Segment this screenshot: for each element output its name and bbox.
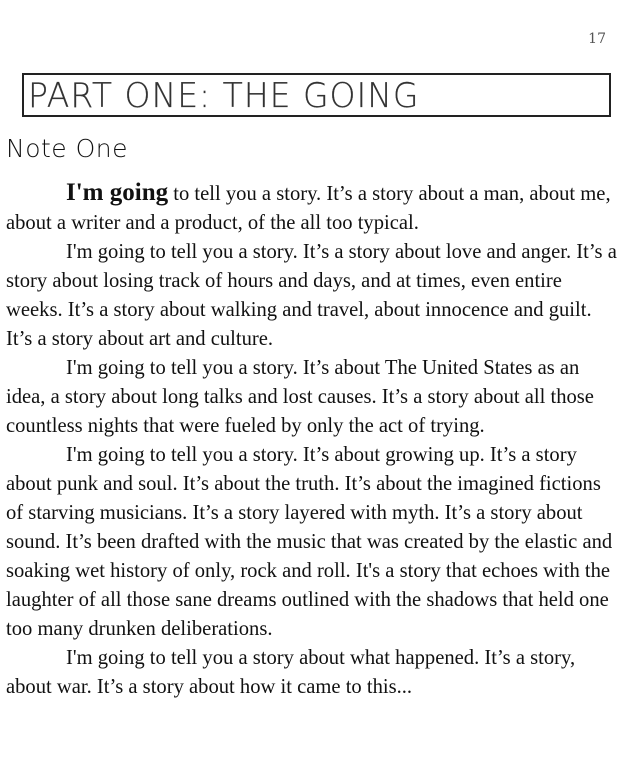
- page-number: 17: [588, 31, 606, 47]
- paragraph-text: to tell you a story. It’s a story about a man, about me, about a writer and a product, of the all too typical.: [6, 183, 611, 234]
- paragraph: I'm going to tell you a story. It’s about The United States as an idea, a story about long talks and lost causes. It’s a story about all those countless nights that were fueled by only the act of trying.: [6, 357, 594, 437]
- part-title: PART ONE: THE GOING: [28, 75, 420, 115]
- note-title: Note One: [6, 134, 129, 163]
- paragraph: I'm going to tell you a story. It’s a story about love and anger. It’s a story about losing track of hours and days, and at times, even entire weeks. It’s a story about walking and travel, about innocence and guilt. It’s a story about art and culture.: [6, 241, 617, 350]
- lead-words: I'm going: [66, 179, 169, 206]
- paragraph: [6, 178, 618, 238]
- part-title-box: [22, 73, 611, 117]
- body-text: [6, 178, 618, 702]
- paragraph: I'm going to tell you a story about what happened. It’s a story, about war. It’s a story about how it came to this...: [6, 647, 576, 698]
- paragraph: I'm going to tell you a story. It’s about growing up. It’s a story about punk and soul. It’s about the truth. It’s about the imagined fictions of starving musicians. It’s a story layered with myth. It’s a story about sound. It’s been drafted with the music that was created by the elastic and soaking wet history of only, rock and roll. It's a story that echoes with the laughter of all those sane dreams outlined with the shadows that held one too many drunken deliberations.: [6, 444, 613, 640]
